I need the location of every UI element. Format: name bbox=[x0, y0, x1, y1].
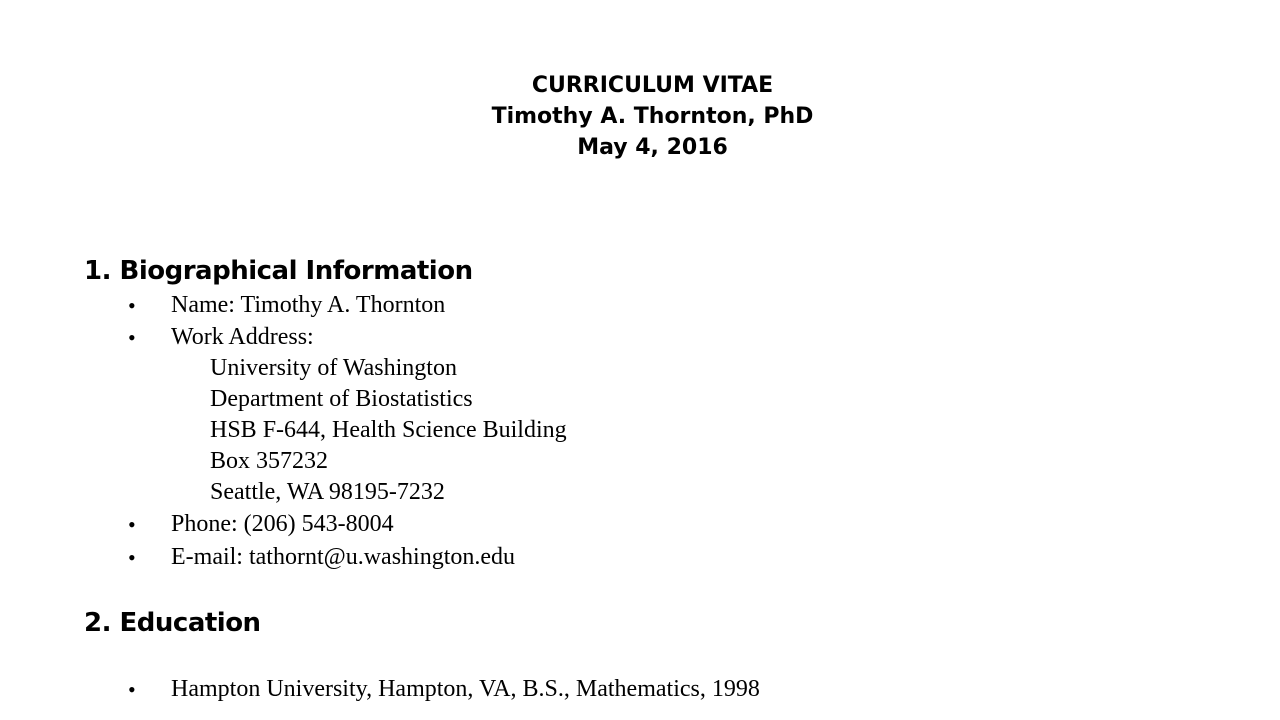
section-heading-education: 2. Education bbox=[84, 608, 261, 638]
address-line-department: Department of Biostatistics bbox=[210, 386, 473, 412]
address-line-box: Box 357232 bbox=[210, 448, 329, 474]
bullet-icon: • bbox=[128, 545, 136, 570]
document-date: May 4, 2016 bbox=[577, 135, 728, 160]
document-title: CURRICULUM VITAE bbox=[531, 73, 774, 98]
list-item-work-address bbox=[0, 322, 567, 508]
bullet-icon: • bbox=[128, 293, 136, 318]
biographical-list bbox=[0, 289, 567, 574]
phone-text: Phone: (206) 543-8004 bbox=[171, 511, 394, 537]
list-item-education bbox=[0, 673, 760, 706]
bullet-icon: • bbox=[128, 677, 136, 702]
name-text: Name: Timothy A. Thornton bbox=[171, 292, 446, 318]
cv-header bbox=[0, 70, 1280, 163]
work-address-label: Work Address: bbox=[171, 324, 314, 350]
address-line-city: Seattle, WA 98195-7232 bbox=[210, 479, 445, 505]
list-item-phone bbox=[0, 508, 567, 541]
address-line-university: University of Washington bbox=[210, 355, 457, 381]
section-heading-biographical: 1. Biographical Information bbox=[84, 256, 473, 286]
education-entry: Hampton University, Hampton, VA, B.S., Mathematics, 1998 bbox=[171, 676, 760, 702]
education-list bbox=[0, 673, 760, 706]
address-line-building: HSB F-644, Health Science Building bbox=[210, 417, 567, 443]
author-name: Timothy A. Thornton, PhD bbox=[491, 104, 814, 129]
bullet-icon: • bbox=[128, 325, 136, 350]
list-item-email bbox=[0, 541, 567, 574]
email-text: E-mail: tathornt@u.washington.edu bbox=[171, 544, 516, 570]
list-item-name bbox=[0, 289, 567, 322]
bullet-icon: • bbox=[128, 512, 136, 537]
